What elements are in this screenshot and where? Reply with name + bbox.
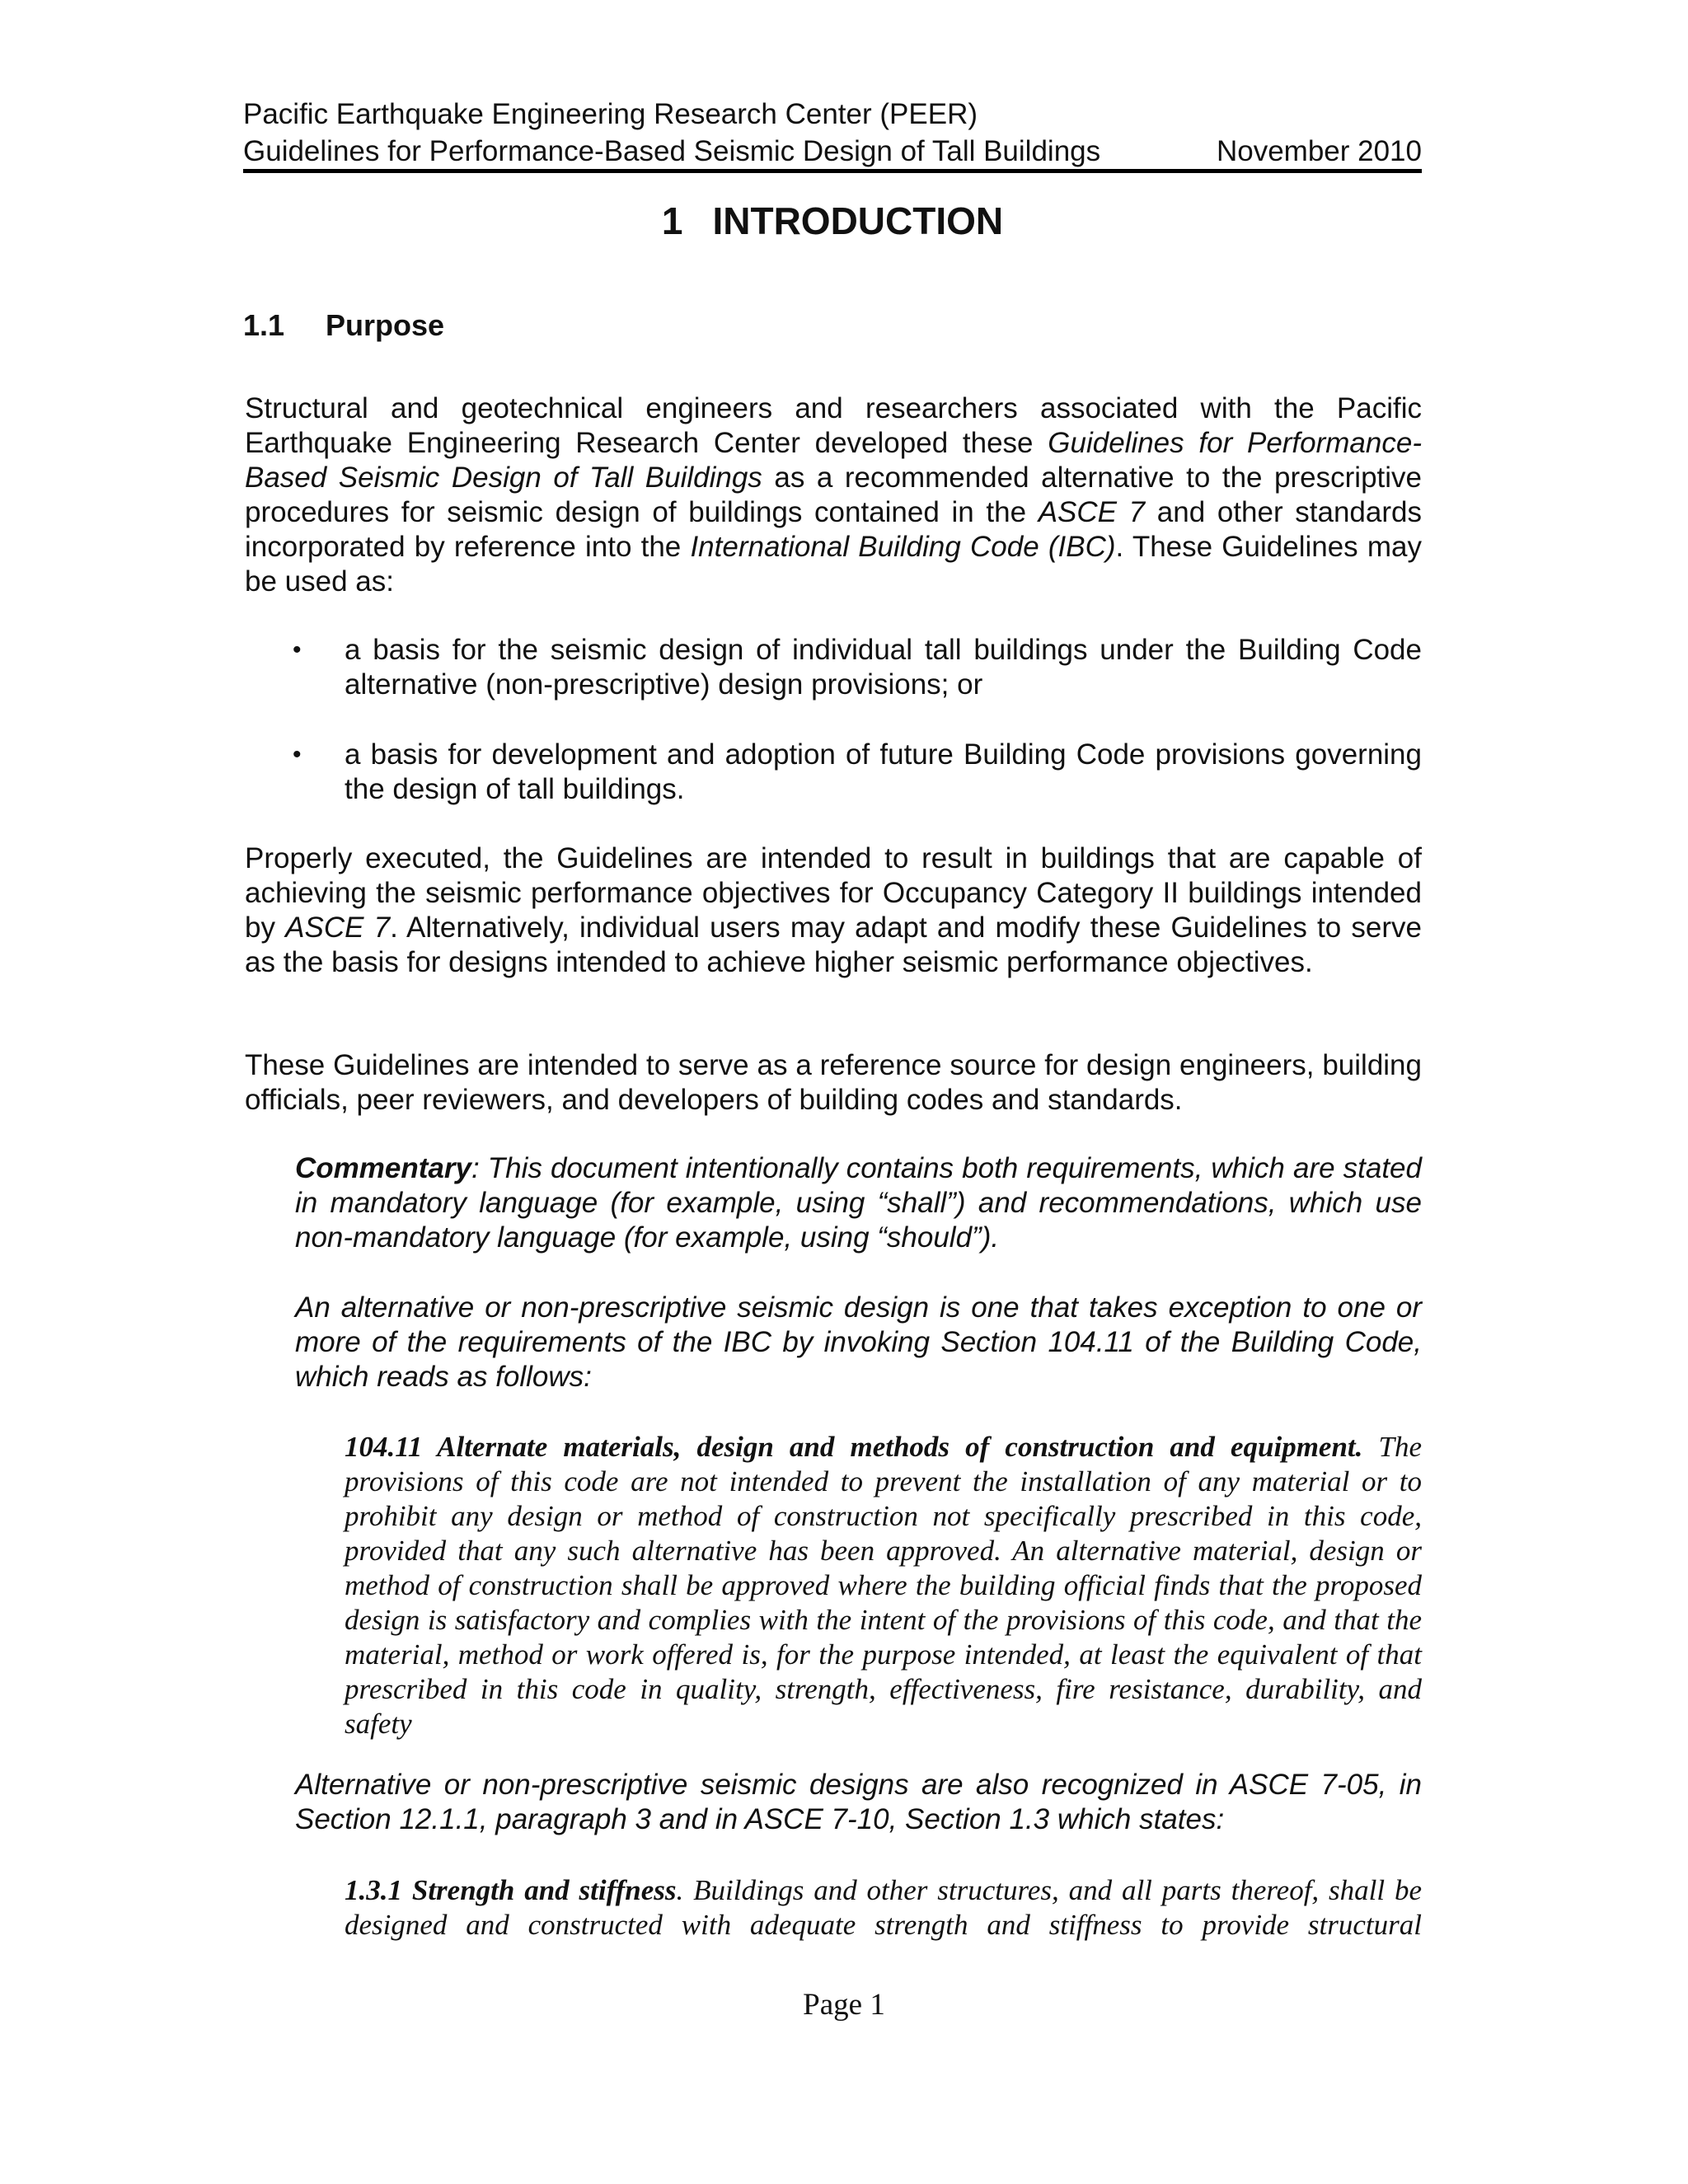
commentary-label: Commentary: [295, 1152, 471, 1184]
text-run: The provisions of this code are not intended to prevent the installation of any material or to prohibit any design or method of construction not specifically prescribed in this code, provided that any such alternative has been approved. An alternative material, design or method of construction shall be approved where the building official finds that the proposed design is satisfactory and complies with the intent of the provisions of this code, and that the material, method or work offered is, for the purpose intended, at least the equivalent of that prescribed in this code in quality, strength, effectiveness, fire resistance, durability, and safety: [345, 1431, 1422, 1740]
italic-title: Guidelines for Performance-Based Seismic Design of Tall Buildings: [245, 427, 1422, 494]
bullet-icon: •: [293, 636, 302, 663]
page-number: Page 1: [803, 1988, 885, 2022]
commentary-paragraph: [295, 1151, 1422, 1255]
bullet-icon: •: [293, 741, 302, 768]
list-item-text: a basis for the seismic design of individual tall buildings under the Building Code alternative (non-prescriptive) design provisions; or: [345, 634, 1422, 701]
header-org: Pacific Earthquake Engineering Research Center (PEER): [243, 98, 978, 130]
reference-paragraph: [245, 1048, 1422, 1118]
italic-code-name: International Building Code (IBC): [690, 531, 1116, 563]
commentary-paragraph: [295, 1768, 1422, 1837]
header-divider: [243, 169, 1422, 173]
commentary-paragraph: [295, 1291, 1422, 1394]
text-run: as a recommended alternative to the prescriptive procedures for seismic design of buildings contained in the: [245, 462, 1423, 528]
section-number: 1.1: [243, 308, 285, 342]
code-quotation: [345, 1873, 1422, 1943]
section-heading: [243, 307, 444, 344]
running-header: [243, 96, 1422, 170]
text-run: : This document intentionally contains both requirements, which are stated in mandatory language (for example, using “shall”) and recommendations, which use non-mandatory language (for example, using “should”).: [295, 1152, 1422, 1254]
header-doc-title: Guidelines for Performance-Based Seismic Design of Tall Buildings: [243, 135, 1101, 167]
chapter-title: [243, 196, 1422, 246]
text-run: . Alternatively, individual users may adapt and modify these Guidelines to serve as the basis for designs intended to achieve higher seismic performance objectives.: [245, 912, 1422, 978]
code-quotation: [345, 1430, 1422, 1741]
text-run: . These Guidelines may be used as:: [245, 531, 1422, 598]
text-run: and other standards incorporated by reference into the: [245, 496, 1422, 563]
paragraph-text: Alternative or non-prescriptive seismic designs are also recognized in ASCE 7-05, in Section 12.1.1, paragraph 3 and in ASCE 7-10, Section 1.3 which states:: [295, 1769, 1422, 1835]
list-item-text: a basis for development and adoption of future Building Code provisions governing the design of tall buildings.: [345, 738, 1422, 805]
chapter-heading: INTRODUCTION: [712, 199, 1004, 242]
paragraph-text: These Guidelines are intended to serve as a reference source for design engineers, building officials, peer reviewers, and developers of building codes and standards.: [245, 1049, 1422, 1116]
italic-standard: ASCE 7: [285, 912, 391, 944]
chapter-number: 1: [661, 199, 683, 242]
section-title: Purpose: [326, 308, 445, 342]
list-item: [293, 633, 1422, 702]
intro-paragraph: [245, 391, 1422, 599]
italic-standard: ASCE 7: [1038, 496, 1146, 528]
performance-paragraph: [245, 841, 1422, 980]
quotation-heading: 1.3.1 Strength and stiffness: [345, 1874, 677, 1906]
header-date: November 2010: [1216, 135, 1422, 167]
text-run: . Buildings and other structures, and all parts thereof, shall be designed and constructed with adequate strength and stiffness to provide structural: [345, 1874, 1423, 1941]
quotation-heading: 104.11 Alternate materials, design and methods of construction and equipment.: [345, 1431, 1363, 1463]
text-run: Properly executed, the Guidelines are intended to result in buildings that are capable of achieving the seismic performance objectives for Occupancy Category II buildings intended by: [245, 842, 1422, 944]
paragraph-text: An alternative or non-prescriptive seismic design is one that takes exception to one or more of the requirements of the IBC by invoking Section 104.11 of the Building Code, which reads as follows:: [295, 1291, 1422, 1393]
text-run: Structural and geotechnical engineers and researchers associated with the Pacific Earthquake Engineering Research Center developed these: [245, 392, 1422, 459]
list-item: [293, 738, 1422, 807]
